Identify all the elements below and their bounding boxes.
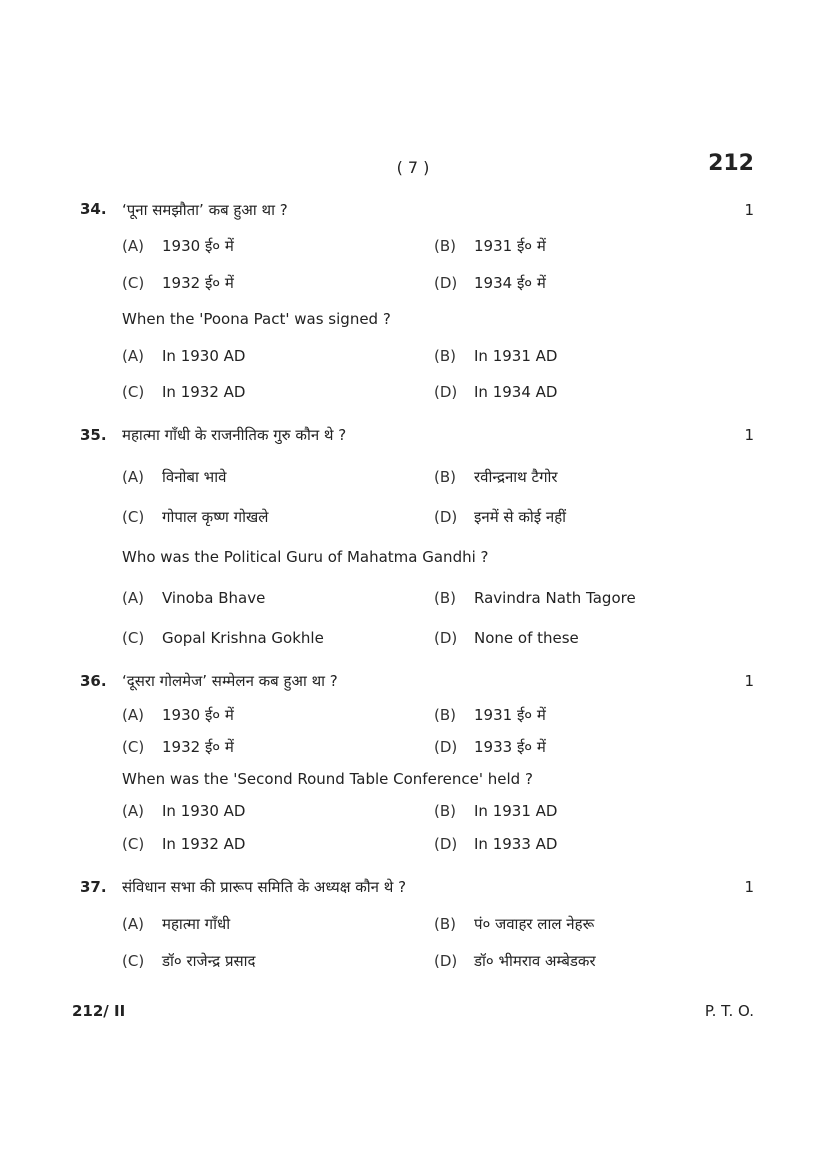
- option-b-hindi: (B) 1931 ई० में: [434, 237, 546, 255]
- option-d-hindi: (D) 1934 ई० में: [434, 274, 546, 292]
- question-marks: 1: [744, 878, 754, 896]
- option-c-english: (C) In 1932 AD: [122, 383, 246, 401]
- option-a-hindi: (A) विनोबा भावे: [122, 468, 227, 486]
- option-a-hindi: (A) 1930 ई० में: [122, 237, 234, 255]
- question-text-hindi: ‘दूसरा गोलमेज’ सम्मेलन कब हुआ था ?: [122, 672, 338, 690]
- option-a-hindi: (A) महात्मा गाँधी: [122, 915, 231, 933]
- option-d-english: (D) In 1933 AD: [434, 835, 558, 853]
- question-text-hindi: ‘पूना समझौता’ कब हुआ था ?: [122, 201, 288, 219]
- option-c-hindi: (C) 1932 ई० में: [122, 274, 234, 292]
- page-number: ( 7 ): [396, 158, 430, 177]
- option-b-hindi: (B) पं० जवाहर लाल नेहरू: [434, 915, 595, 933]
- option-d-english: (D) None of these: [434, 629, 579, 647]
- option-a-english: (A) In 1930 AD: [122, 802, 246, 820]
- option-d-hindi: (D) इनमें से कोई नहीं: [434, 508, 567, 526]
- option-b-english: (B) In 1931 AD: [434, 347, 558, 365]
- question-text-english: When was the 'Second Round Table Conference' held ?: [122, 770, 533, 788]
- question-text-hindi: महात्मा गाँधी के राजनीतिक गुरु कौन थे ?: [122, 426, 347, 444]
- option-a-english: (A) Vinoba Bhave: [122, 589, 266, 607]
- question-number: 34.: [80, 200, 107, 218]
- option-b-hindi: (B) रवीन्द्रनाथ टैगोर: [434, 468, 558, 486]
- question-marks: 1: [744, 426, 754, 444]
- option-c-hindi: (C) 1932 ई० में: [122, 738, 234, 756]
- option-d-english: (D) In 1934 AD: [434, 383, 558, 401]
- option-c-hindi: (C) डॉ० राजेन्द्र प्रसाद: [122, 952, 256, 970]
- question-text-english: Who was the Political Guru of Mahatma Gandhi ?: [122, 548, 489, 566]
- option-b-english: (B) Ravindra Nath Tagore: [434, 589, 636, 607]
- option-b-hindi: (B) 1931 ई० में: [434, 706, 546, 724]
- option-a-hindi: (A) 1930 ई० में: [122, 706, 234, 724]
- option-d-hindi: (D) डॉ० भीमराव अम्बेडकर: [434, 952, 596, 970]
- option-d-hindi: (D) 1933 ई० में: [434, 738, 546, 756]
- question-text-hindi: संविधान सभा की प्रारूप समिति के अध्यक्ष कौन थे ?: [122, 878, 407, 896]
- option-a-english: (A) In 1930 AD: [122, 347, 246, 365]
- question-number: 37.: [80, 878, 107, 896]
- option-c-english: (C) In 1932 AD: [122, 835, 246, 853]
- question-marks: 1: [744, 672, 754, 690]
- option-b-english: (B) In 1931 AD: [434, 802, 558, 820]
- paper-code: 212: [708, 151, 754, 176]
- footer-paper-code: 212/ II: [72, 1002, 126, 1020]
- question-number: 36.: [80, 672, 107, 690]
- option-c-english: (C) Gopal Krishna Gokhle: [122, 629, 324, 647]
- footer-pto: P. T. O.: [704, 1002, 754, 1020]
- question-number: 35.: [80, 426, 107, 444]
- question-marks: 1: [744, 201, 754, 219]
- option-c-hindi: (C) गोपाल कृष्ण गोखले: [122, 508, 269, 526]
- question-text-english: When the 'Poona Pact' was signed ?: [122, 310, 391, 328]
